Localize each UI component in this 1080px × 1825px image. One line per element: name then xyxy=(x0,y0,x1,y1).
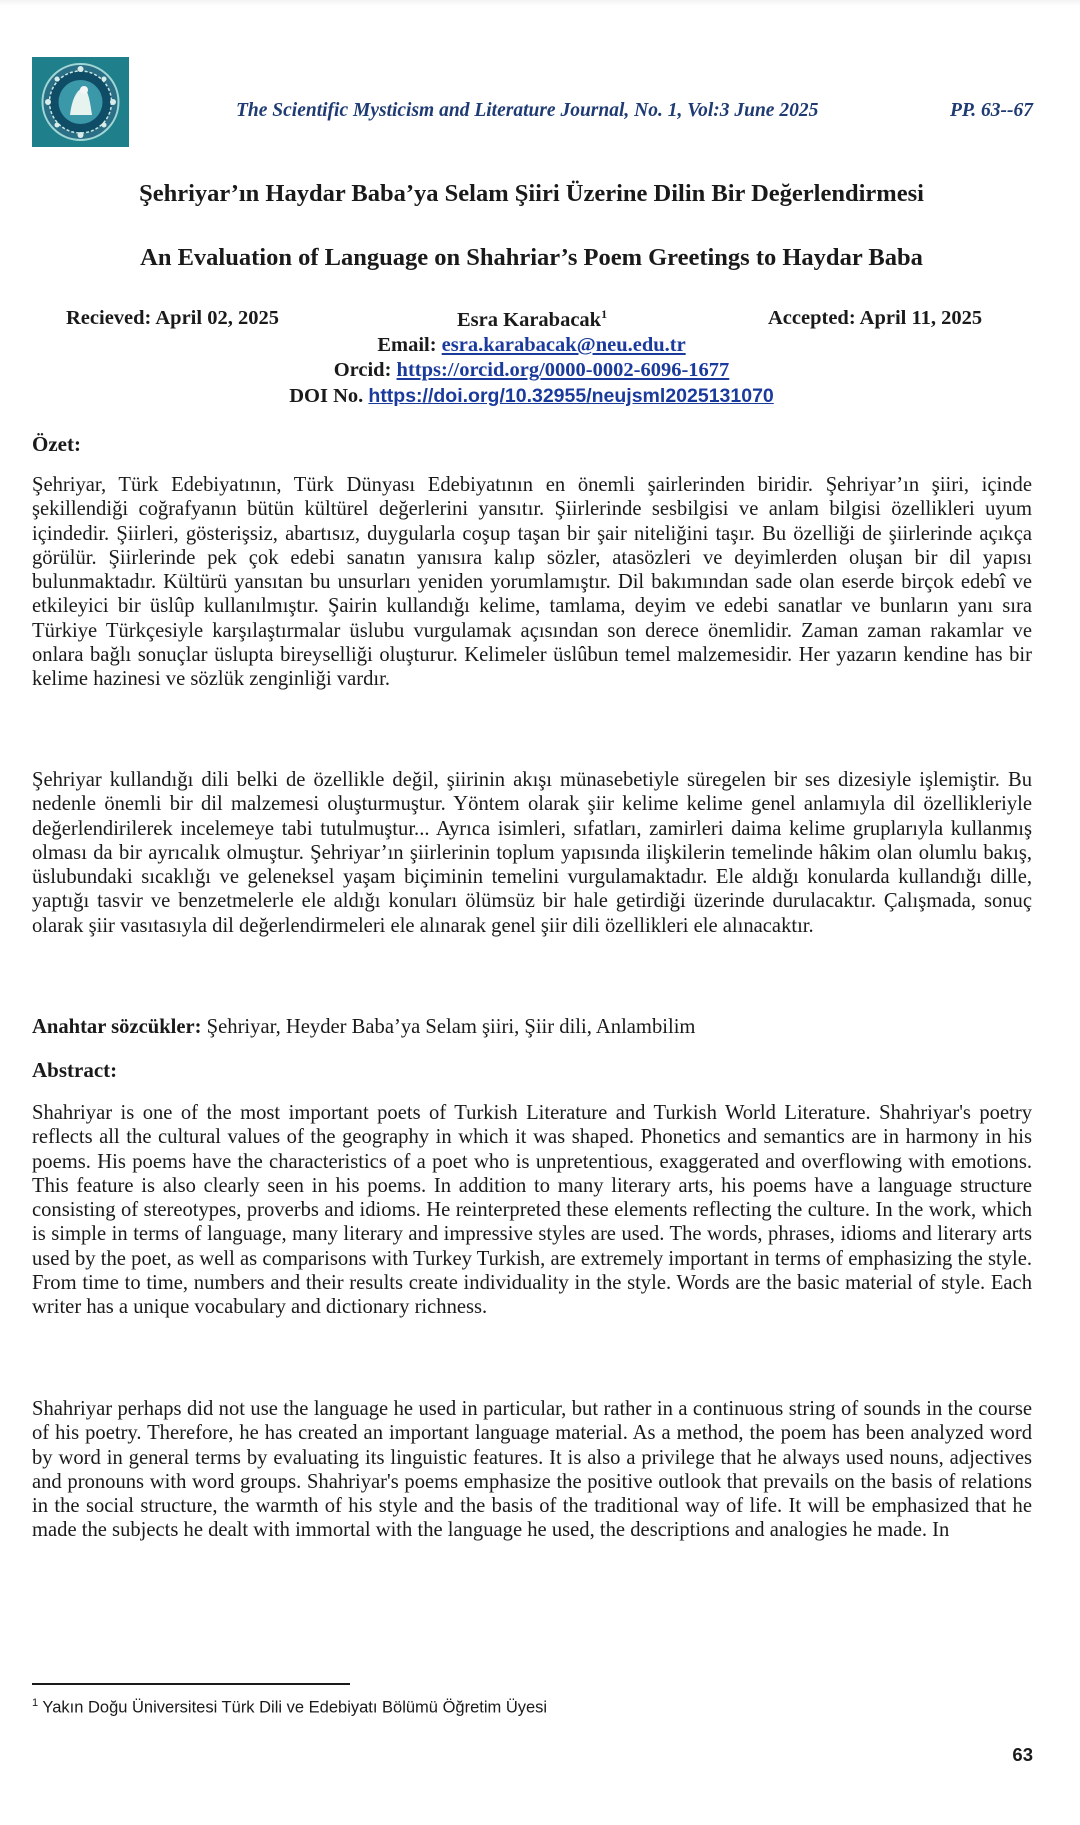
ozet-paragraph-1: Şehriyar, Türk Edebiyatının, Türk Dünyası Edebiyatının en önemli şairlerinden biridir. Şehriyar’ın şiiri, içinde şekillendiği coğrafyanın bütün kültürel değerlerini yansıtır. Şiirlerinde sesbilgisi ve anlam bilgisi özellikleri uyum içindedir. Şiirleri, gösterişsiz, abartısız, duygularla coşup taşan bir şair niteliğini taşır. Bu özelliği de şiirlerinde açıkça görülür. Şiirlerinde pek çok edebi sanatın yanısıra kalıp sözler, atasözleri ve deyimlerden oluşan bir dil yapısı bulunmaktadır. Kültürü yansıtan bu unsurları yeniden yorumlamıştır. Dil bakımından sade olan eserde birçok edebî ve etkileyici bir üslûp kullanılmıştır. Şairin kullandığı kelime, tamlama, deyim ve edebi sanatlar ve bunların yanı sıra Türkiye Türkçesiyle karşılaştırmalar üslubu vurgulamak açısından son derece önemlidir. Zaman zaman rakamlar ve onlara bağlı sonuçlar üslupta bireyselliği oluşturur. Kelimeler üslûbun temel malzemesidir. Her yazarın kendine has bir kelime hazinesi ve sözlük zenginliği vardır. xyxy=(32,474,1032,691)
email-line xyxy=(0,334,1063,357)
received-date: Recieved: April 02, 2025 xyxy=(66,307,279,329)
keywords-label: Anahtar sözcükler: xyxy=(32,1016,202,1038)
author-footnote-marker: 1 xyxy=(601,307,608,321)
email-link[interactable]: esra.karabacak@neu.edu.tr xyxy=(441,334,686,356)
footnote xyxy=(32,1697,547,1718)
footnote-divider xyxy=(32,1683,350,1685)
ozet-paragraph-2: Şehriyar kullandığı dili belki de özellikle değil, şiirinin akışı münasebetiyle süregelen bir ses dizesiyle işlemiştir. Bu nedenle önemli bir dil malzemesi oluşturmuştur. Yöntem olarak şiir kelime kelime genel anlamıyla dil özellikleriyle değerlendirilerek incelemeye tabi tutulmuştur... Ayrıca isimleri, sıfatları, zamirleri daima kelime gruplarıyla kullanmış olması da bir ayrıcalık olmuştur. Şehriyar’ın şiirlerinin toplum yapısında ilişkilerin temelinde hâkim olan olumlu bakış, üslubundaki sıcaklığı ve geleneksel yaşam biçiminin temelini vurgulamaktadır. Ele aldığı konularda kullandığı dille, yaptığı tasvir ve benzetmelerle ele aldığı konuları ölümsüz bir hale getirdiği üzerinde durulacaktır. Çalışmada, sonuç olarak şiir vasıtasıyla dil değerlendirmeleri ele alınarak genel şiir dili özellikleri ele alınacaktır. xyxy=(32,769,1032,937)
page-range: PP. 63--67 xyxy=(949,100,1033,121)
orcid-link[interactable]: https://orcid.org/0000-0002-6096-1677 xyxy=(396,359,730,381)
footnote-number: 1 xyxy=(32,1697,39,1709)
email-label: Email: xyxy=(377,334,437,356)
ozet-heading: Özet: xyxy=(32,432,81,456)
keywords-text: Şehriyar, Heyder Baba’ya Selam şiiri, Şiir dili, Anlambilim xyxy=(206,1016,696,1038)
page-number: 63 xyxy=(1012,1744,1033,1765)
top-edge xyxy=(0,0,1080,6)
orcid-line xyxy=(0,359,1063,382)
abstract-paragraph-2: Shahriyar perhaps did not use the language he used in particular, but rather in a continuous string of sounds in the course of his poetry. Therefore, he has created an important language material. As a method, the poem has been analyzed word by word in general terms by evaluating its linguistic features. It is also a privilege that he always used nouns, adjectives and pronouns with word groups. Shahriyar's poems emphasize the positive outlook that prevails on the basis of relations in the social structure, the warmth of his style and the basis of the traditional way of life. It will be emphasized that he made the subjects he dealt with immortal with the language he used, the descriptions and analogies he made. In xyxy=(32,1398,1032,1542)
orcid-label: Orcid: xyxy=(333,359,392,381)
accepted-date: Accepted: April 11, 2025 xyxy=(768,307,983,329)
abstract-heading: Abstract: xyxy=(32,1058,118,1082)
doi-link[interactable]: https://doi.org/10.32955/neujsml2025131070 xyxy=(368,385,774,407)
footnote-text: Yakın Doğu Üniversitesi Türk Dili ve Edebiyatı Bölümü Öğretim Üyesi xyxy=(42,1698,548,1717)
journal-seal-logo-icon xyxy=(32,57,129,147)
keywords xyxy=(32,1016,695,1039)
title-english: An Evaluation of Language on Shahriar’s Poem Greetings to Haydar Baba xyxy=(140,244,923,271)
author-name: Esra Karabacak$^1$ xyxy=(457,307,608,331)
doi-label: DOI No. xyxy=(289,385,364,407)
journal-header: The Scientific Mysticism and Literature Journal, No. 1, Vol:3 June 2025 xyxy=(236,100,819,121)
title-turkish: Şehriyar’ın Haydar Baba’ya Selam Şiiri Üzerine Dilin Bir Değerlendirmesi xyxy=(139,180,924,207)
abstract-paragraph-1: Shahriyar is one of the most important poets of Turkish Literature and Turkish World Literature. Shahriyar's poetry reflects all the cultural values of the geography in which it was shaped. Phonetics and semantics are in harmony in his poems. His poems have the characteristics of a poet who is unpretentious, exaggerated and overflowing with emotions. This feature is also clearly seen in his poems. In addition to many literary arts, his poems have a language structure consisting of stereotypes, proverbs and idioms. He reinterpreted these elements reflecting the culture. In the work, which is simple in terms of language, many literary and impressive styles are used. The words, phrases, idioms and literary arts used by the poet, as well as comparisons with Turkey Turkish, are extremely important in terms of emphasizing the style. From time to time, numbers and their results create individuality in the style. Words are the basic material of style. Each writer has a unique vocabulary and dictionary richness. xyxy=(32,1102,1032,1319)
doi-line xyxy=(0,385,1063,408)
